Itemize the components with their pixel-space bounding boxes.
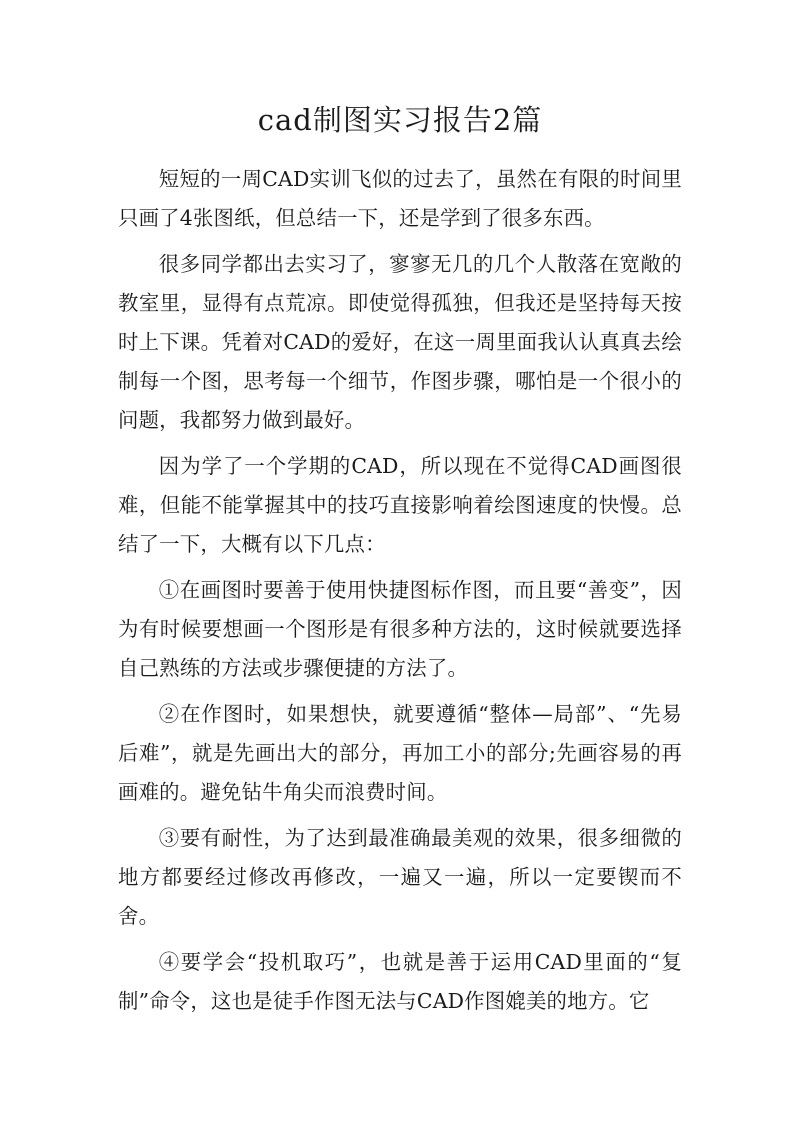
- paragraph-7: ④要学会“投机取巧”，也就是善于运用CAD里面的“复制”命令，这也是徒手作图无法与CAD作图媲美的地方。它: [118, 950, 682, 1013]
- paragraph-6: ③要有耐性，为了达到最准确最美观的效果，很多细微的地方都要经过修改再修改，一遍又一遍，所以一定要锲而不舍。: [118, 826, 682, 928]
- paragraph-5: ②在作图时，如果想快，就要遵循“整体—局部”、“先易后难”，就是先画出大的部分，再加工小的部分;先画容易的再画难的。避免钻牛角尖而浪费时间。: [118, 702, 682, 804]
- paragraph-1: 短短的一周CAD实训飞似的过去了，虽然在有限的时间里只画了4张图纸，但总结一下，还是学到了很多东西。: [118, 167, 682, 230]
- document-title: cad制图实习报告2篇: [257, 103, 543, 137]
- paragraph-2: 很多同学都出去实习了，寥寥无几的几个人散落在宽敞的教室里，显得有点荒凉。即使觉得孤独，但我还是坚持每天按时上下课。凭着对CAD的爱好，在这一周里面我认认真真去绘制每一个图，思考每一个细节，作图步骤，哪怕是一个很小的问题，我都努力做到最好。: [118, 252, 682, 432]
- paragraph-4: ①在画图时要善于使用快捷图标作图，而且要“善变”，因为有时候要想画一个图形是有很多种方法的，这时候就要选择自己熟练的方法或步骤便捷的方法了。: [118, 578, 682, 680]
- paragraph-3: 因为学了一个学期的CAD，所以现在不觉得CAD画图很难，但能不能掌握其中的技巧直接影响着绘图速度的快慢。总结了一下，大概有以下几点：: [118, 454, 682, 556]
